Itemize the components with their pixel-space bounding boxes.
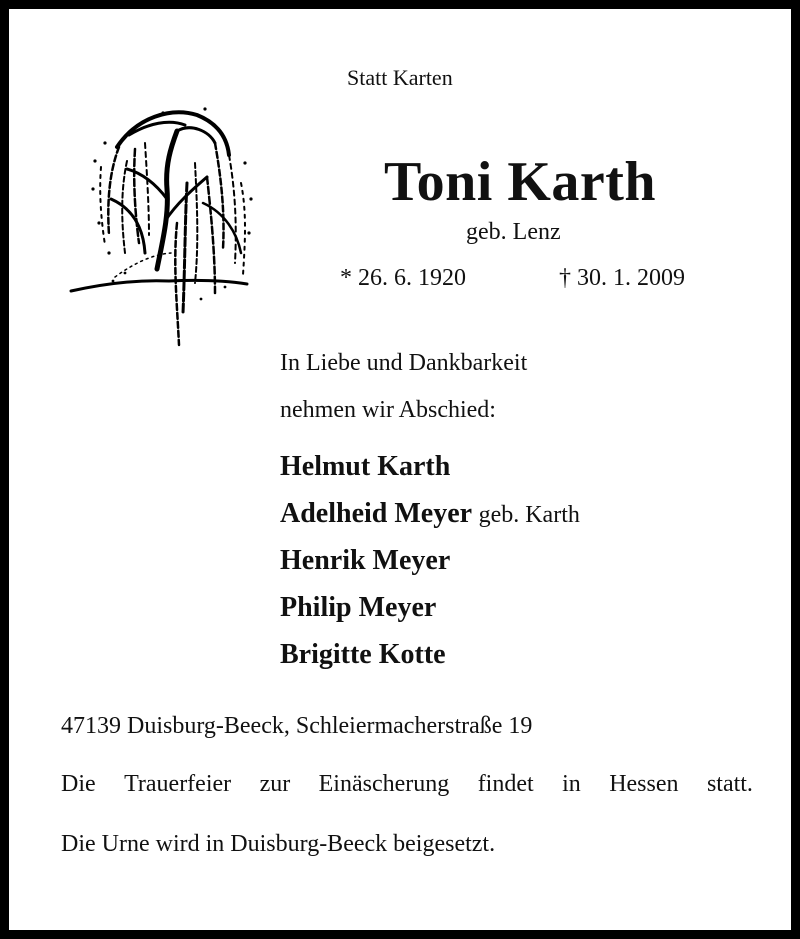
ceremony-word: in <box>562 771 581 797</box>
urn-note: Die Urne wird in Duisburg-Beeck beigesetzt. <box>61 831 496 857</box>
intro-line-1: In Liebe und Dankbarkeit <box>280 350 528 376</box>
weeping-willow-icon <box>65 103 255 349</box>
mourner-name <box>280 639 446 671</box>
mourner-name-text: Adelheid Meyer <box>280 498 472 529</box>
ceremony-word: Einäscherung <box>318 771 450 797</box>
address: 47139 Duisburg-Beeck, Schleiermacherstraße 19 <box>61 713 533 739</box>
birth-date: * 26. 6. 1920 <box>340 265 466 291</box>
mourner-name <box>280 498 580 530</box>
ceremony-note <box>61 771 753 798</box>
ceremony-word: Die <box>61 771 96 797</box>
death-date: † 30. 1. 2009 <box>559 265 685 291</box>
mourner-name <box>280 451 450 483</box>
intro-line-2: nehmen wir Abschied: <box>280 397 496 423</box>
mourner-name-text: Brigitte Kotte <box>280 639 446 670</box>
ceremony-word: Trauerfeier <box>124 771 232 797</box>
mourner-name-text: Philip Meyer <box>280 592 437 623</box>
maiden-name: geb. Lenz <box>466 219 561 245</box>
mourner-note: geb. Karth <box>478 502 580 528</box>
mourner-name-text: Helmut Karth <box>280 451 451 482</box>
mourner-name <box>280 545 450 577</box>
ceremony-word: findet <box>477 771 534 797</box>
ceremony-word: Hessen <box>609 771 679 797</box>
mourner-name <box>280 592 436 624</box>
mourner-name-text: Henrik Meyer <box>280 545 451 576</box>
ceremony-word: zur <box>259 771 291 797</box>
header-note: Statt Karten <box>347 65 453 90</box>
ceremony-word: statt. <box>706 771 753 797</box>
deceased-name: Toni Karth <box>383 151 657 213</box>
